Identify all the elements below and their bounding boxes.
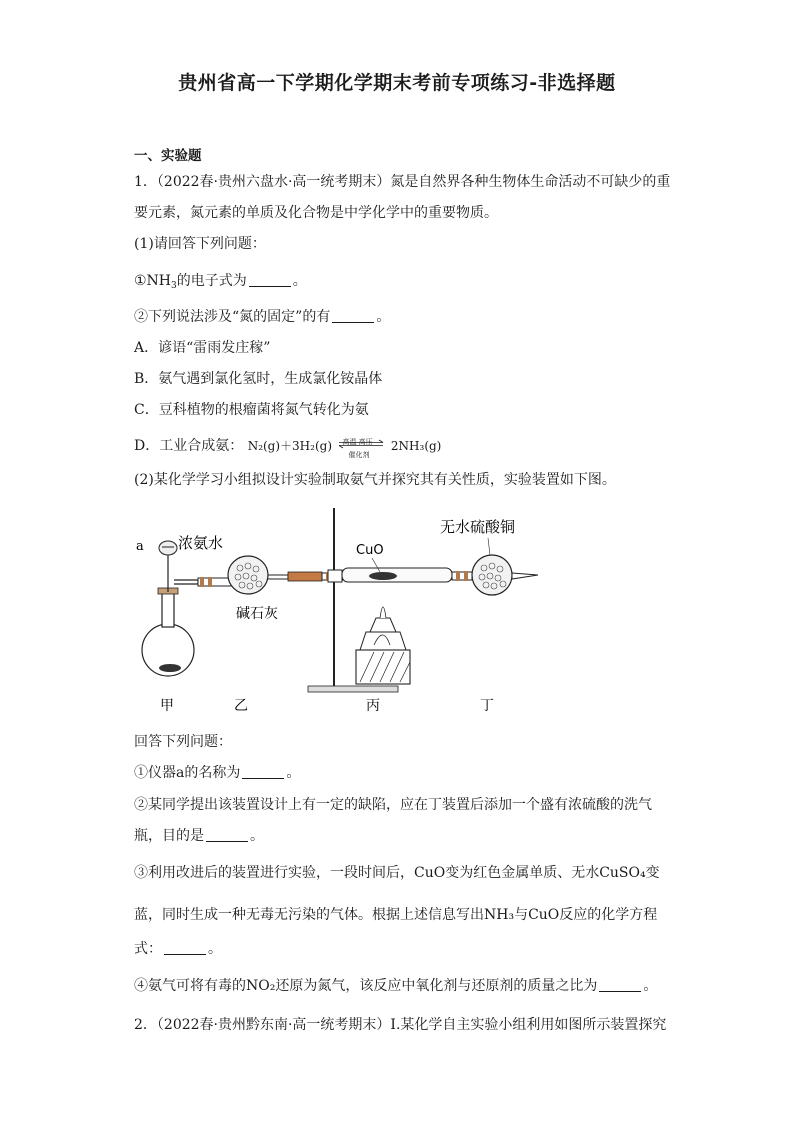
q1-item1-end: 。 <box>292 273 307 289</box>
q1-item1-prefix: ①NH <box>134 273 172 289</box>
label-cuo: CuO <box>356 543 384 558</box>
q1-sub3-line2: 蓝，同时生成一种无毒无污染的气体。根据上述信息写出NH₃与CuO反应的化学方程 <box>134 907 658 923</box>
q1-item2-end: 。 <box>376 309 391 325</box>
label-yi: 乙 <box>234 698 248 714</box>
q1-item2-text: ②下列说法涉及“氮的固定”的有 <box>134 309 331 325</box>
q2-intro-line1: 2．（2022春·贵州黔东南·高一统考期末）I.某化学自主实验小组利用如图所示装置探究 <box>134 1017 667 1033</box>
option-d-eq-left: N₂(g)＋3H₂(g) <box>247 439 332 453</box>
section-heading: 一、实验题 <box>134 148 202 164</box>
q1-sub3-line1: ③利用改进后的装置进行实验，一段时间后，CuO变为红色金属单质、无水CuSO₄变 <box>134 865 660 881</box>
bulb-ding <box>452 555 538 595</box>
q1-sub2-text: 瓶，目的是 <box>134 828 204 844</box>
page-title: 贵州省高一下学期化学期末考前专项练习-非选择题 <box>178 72 616 94</box>
label-bing: 丙 <box>366 698 380 714</box>
label-cuso4: 无水硫酸铜 <box>440 518 516 536</box>
answer-blank-5[interactable] <box>164 940 206 955</box>
q1-part1: (1)请回答下列问题： <box>134 236 266 252</box>
option-d-prefix: D．工业合成氨： <box>134 438 244 454</box>
q1-sub4-text: ④氨气可将有毒的NO₂还原为氮气，该反应中氧化剂与还原剂的质量之比为 <box>134 978 598 994</box>
q1-item2 <box>134 307 674 327</box>
answer-blank-1[interactable] <box>249 272 291 287</box>
q1-item1-suffix: 的电子式为 <box>176 273 247 289</box>
q1-sub4-end: 。 <box>643 978 658 994</box>
cond-bottom: 催化剂 <box>348 451 370 459</box>
q1-sub3-end: 。 <box>208 941 222 957</box>
q1-part2: (2)某化学学习小组拟设计实验制取氨气并探究其有关性质，实验装置如下图。 <box>134 472 616 488</box>
q1-sub2-line1: ②某同学提出该装置设计上有一定的缺陷，应在丁装置后添加一个盛有浓硫酸的洗气 <box>134 797 652 813</box>
option-c: C．豆科植物的根瘤菌将氮气转化为氨 <box>134 402 369 418</box>
option-a: A．谚语“雷雨发庄稼” <box>134 340 271 356</box>
q1-sub2-end: 。 <box>250 828 264 844</box>
experiment-apparatus-diagram <box>128 500 548 730</box>
q1-sub3-line3 <box>134 939 674 959</box>
answer-prompt: 回答下列问题： <box>134 734 232 750</box>
q1-sub4 <box>134 976 674 996</box>
option-b: B．氨气遇到氯化氢时，生成氯化铵晶体 <box>134 371 383 387</box>
q1-intro-line1: 1．（2022春·贵州六盘水·高一统考期末）氮是自然界各种生物体生命活动不可缺少的重 <box>134 174 671 190</box>
answer-blank-2[interactable] <box>332 308 374 323</box>
label-soda-lime: 碱石灰 <box>236 606 278 622</box>
label-a: a <box>136 539 144 554</box>
label-jia: 甲 <box>160 698 174 714</box>
cond-top: 高温 高压 <box>342 438 373 446</box>
label-ding: 丁 <box>480 698 494 714</box>
q1-intro-line2: 要元素，氮元素的单质及化合物是中学化学中的重要物质。 <box>134 205 498 221</box>
q1-sub2-line2 <box>134 826 674 846</box>
answer-blank-3[interactable] <box>242 764 284 779</box>
option-d <box>134 434 674 459</box>
q1-sub3-text: 式： <box>134 941 162 957</box>
answer-blank-6[interactable] <box>599 977 641 992</box>
reversible-arrow <box>336 434 386 459</box>
flask-jia <box>142 541 198 676</box>
stand-bing <box>308 508 452 692</box>
q1-sub1-end: 。 <box>286 765 301 781</box>
q1-item1 <box>134 271 674 296</box>
q1-item1-sub: 3 <box>171 281 177 291</box>
q1-sub1 <box>134 763 674 783</box>
answer-blank-4[interactable] <box>206 827 248 842</box>
label-ammonia: 浓氨水 <box>178 534 224 552</box>
equilibrium-arrow-icon <box>336 434 386 454</box>
option-d-eq-right: 2NH₃(g) <box>390 439 442 453</box>
q1-sub1-text: ①仪器a的名称为 <box>134 765 241 781</box>
